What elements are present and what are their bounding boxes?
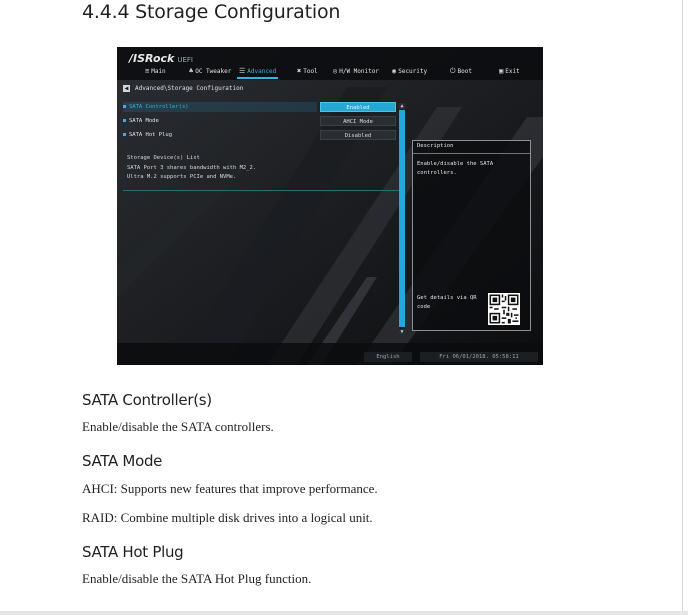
- qr-code-icon: [488, 293, 520, 325]
- breadcrumb: ◀ Advanced\Storage Configuration: [124, 85, 244, 92]
- datetime-display: Fri 06/01/2018. 05:58:11: [420, 352, 538, 362]
- page-title: 4.4.4 Storage Configuration: [82, 1, 341, 23]
- back-arrow-icon[interactable]: ◀: [124, 85, 129, 92]
- page-edge: [0, 611, 688, 615]
- section-heading-sata-controllers: SATA Controller(s): [82, 391, 212, 409]
- section-text-raid: RAID: Combine multiple disk drives into a logical unit.: [82, 510, 373, 525]
- advanced-icon: ☰: [239, 67, 246, 75]
- option-sata-controllers[interactable]: SATA Controller(s): [123, 102, 317, 112]
- info-line: SATA Port 3 shares bandwidth with M2_2.: [127, 164, 257, 171]
- option-dot-icon: [123, 119, 126, 122]
- language-button[interactable]: English: [364, 352, 412, 362]
- value-sata-hot-plug[interactable]: Disabled: [320, 130, 396, 140]
- menu-tool[interactable]: ✖ Tool: [297, 67, 318, 75]
- bios-menubar: [117, 65, 543, 78]
- section-text-sata-hot-plug: Enable/disable the SATA Hot Plug function.: [82, 571, 312, 586]
- hw-monitor-icon: ◎: [333, 67, 338, 75]
- info-line: Storage Device(s) List: [127, 155, 200, 161]
- option-dot-icon: [123, 133, 126, 136]
- divider: [123, 190, 401, 191]
- menu-exit[interactable]: ▣ Exit: [499, 67, 520, 75]
- option-sata-mode[interactable]: SATA Mode: [123, 116, 317, 126]
- tool-icon: ✖: [297, 67, 302, 75]
- menu-boot[interactable]: ⏻ Boot: [450, 67, 472, 75]
- section-text-sata-controllers: Enable/disable the SATA controllers.: [82, 419, 274, 434]
- description-title: Description: [417, 143, 454, 149]
- divider: [413, 153, 530, 154]
- scrollbar-thumb[interactable]: [399, 110, 405, 327]
- menu-hw-monitor[interactable]: ◎ H/W Monitor: [333, 67, 379, 75]
- info-line: Ultra M.2 supports PCIe and NVMe.: [127, 174, 237, 180]
- boot-icon: ⏻: [450, 67, 456, 75]
- storage-info: [127, 154, 256, 183]
- menu-main[interactable]: ≡ Main: [145, 67, 166, 75]
- section-text-ahci: AHCI: Supports new features that improve performance.: [82, 481, 378, 496]
- section-heading-sata-hot-plug: SATA Hot Plug: [82, 543, 184, 561]
- bios-screenshot: [117, 47, 543, 365]
- page-edge: [682, 0, 683, 615]
- selected-dot-icon: [123, 105, 126, 108]
- main-icon: ≡: [145, 67, 150, 75]
- qr-label: Get details via QR code: [417, 295, 477, 310]
- exit-icon: ▣: [499, 67, 504, 75]
- section-heading-sata-mode: SATA Mode: [82, 452, 163, 470]
- menu-security[interactable]: ◉ Security: [392, 67, 428, 75]
- scroll-down-icon[interactable]: ▼: [400, 329, 404, 335]
- security-icon: ◉: [392, 67, 397, 75]
- scroll-up-icon[interactable]: ▲: [400, 103, 404, 109]
- value-sata-mode[interactable]: AHCI Mode: [320, 116, 396, 126]
- description-panel: [412, 140, 531, 331]
- option-sata-hot-plug[interactable]: SATA Hot Plug: [123, 130, 317, 140]
- menu-oc-tweaker[interactable]: ♣ OC Tweaker: [189, 67, 232, 75]
- value-sata-controllers[interactable]: Enabled: [320, 102, 396, 112]
- menu-advanced[interactable]: ☰ Advanced: [239, 65, 276, 78]
- description-text: Enable/disable the SATA controllers.: [417, 161, 494, 176]
- asrock-logo: /ISRock UEFI: [129, 52, 193, 65]
- oc-tweaker-icon: ♣: [189, 67, 194, 75]
